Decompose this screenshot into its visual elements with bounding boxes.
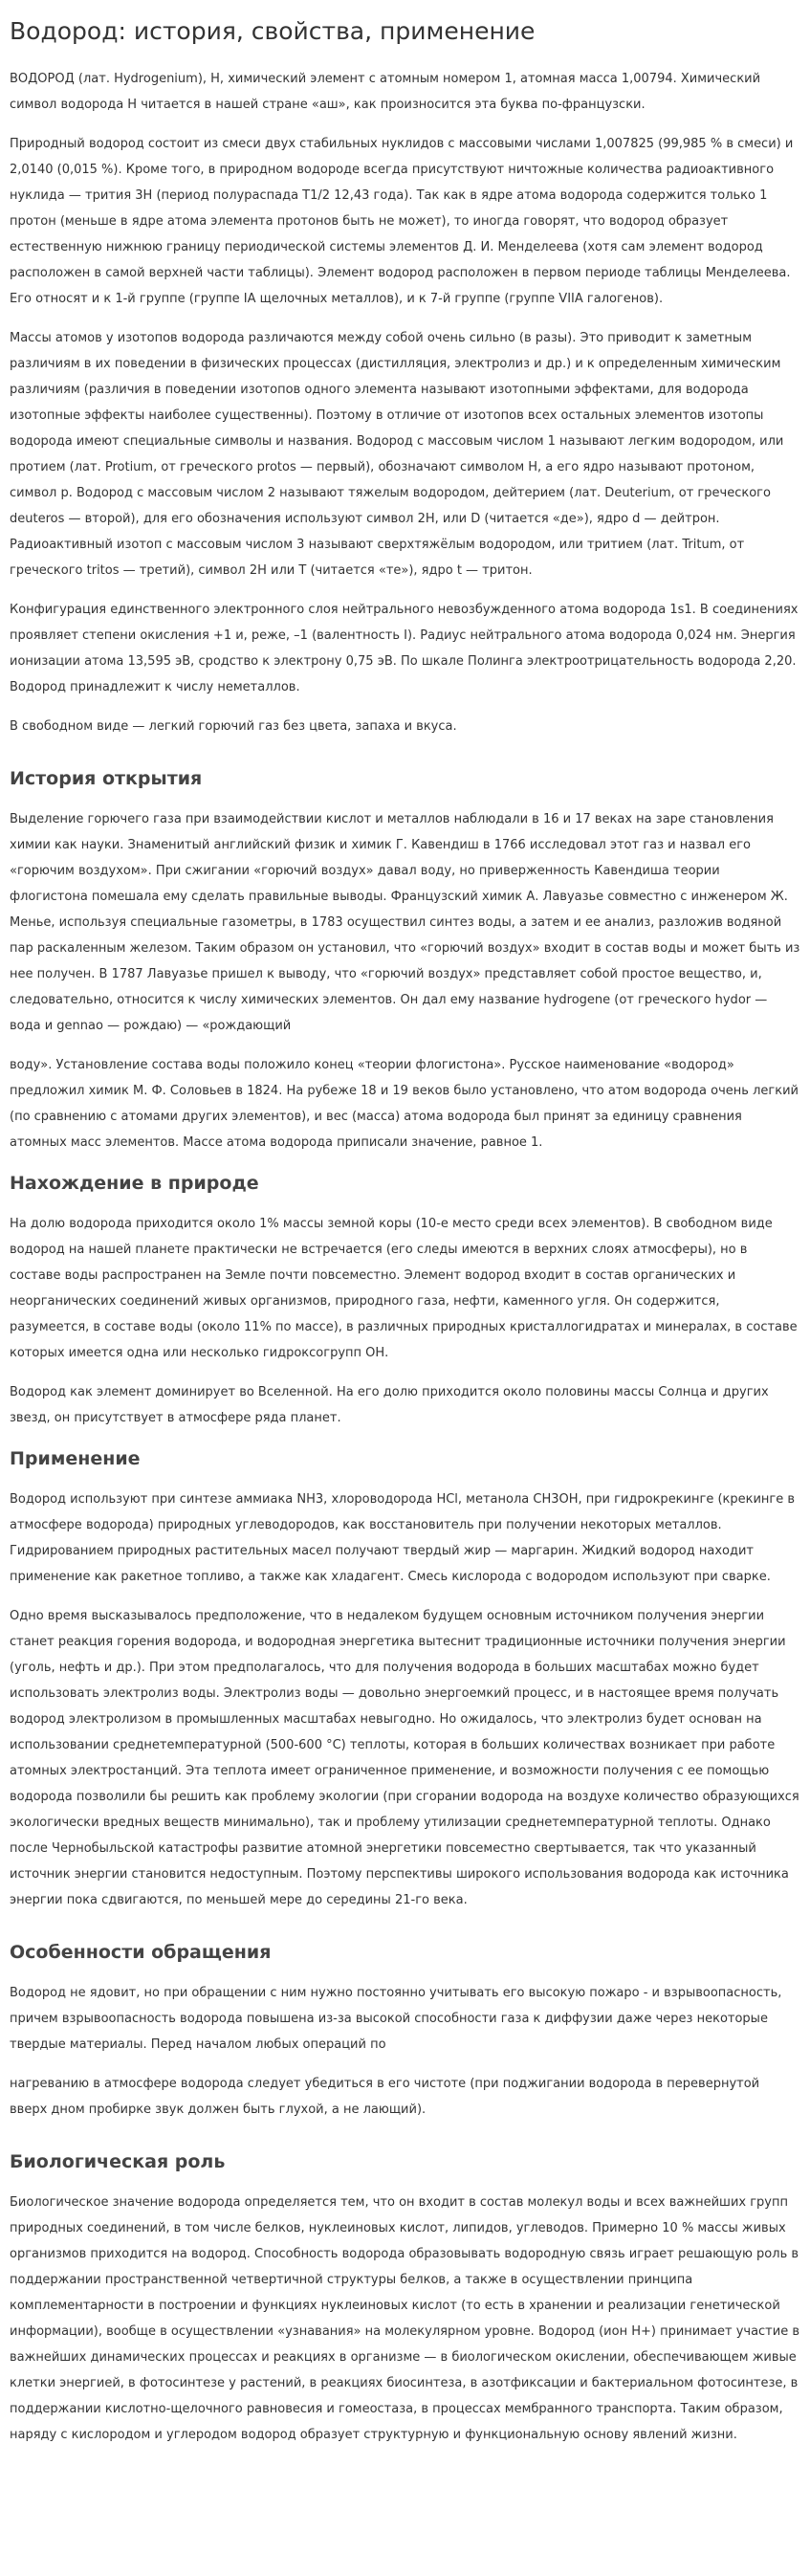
applications-paragraph-2: Одно время высказывалось предположение, что в недалеком будущем основным источником получения энергии станет реакция горения водорода, и водородная энергетика вытеснит традиционные источники получения энергии (уголь, нефть и др.). При этом предполагалось, что для получения водорода в больших масштабах можно будет использовать электролиз воды. Электролиз воды — довольно энергоемкий процесс, и в настоящее время получать водород электролизом в промышленных масштабах невыгодно. Но ожидалось, что электролиз будет основан на использовании среднетемпературной (500-600 °C) теплоты, которая в больших количествах возникает при работе атомных электростанций. Эта теплота имеет ограниченное применение, и возможности получения с ее помощью водорода позволили бы решить как проблему экологии (при сгорании водорода на воздухе количество образующихся экологически вредных веществ минимально), так и проблему утилизации среднетемпературной теплоты. Однако после Чернобыльской катастрофы развитие атомной энергетики повсеместно свертывается, так что указанный источник энергии становится недоступным. Поэтому перспективы широкого использования водорода как источника энергии пока сдвигаются, по меньшей мере до середины 21-го века. (10, 1609, 799, 1907)
handling-paragraph-1: Водород не ядовит, но при обращении с ним нужно постоянно учитывать его высокую пожаро - и взрывоопасность, причем взрывоопасность водорода повышена из-за высокой способности газа к диффузии даже через некоторые твердые материалы. Перед началом любых операций по (10, 1986, 782, 2052)
applications-paragraph-1: Водород используют при синтезе аммиака NH3, хлороводорода HCl, метанола СН3ОН, при гидрокрекинге (крекинге в атмосфере водорода) природных углеводородов, как восстановитель при получении некоторых металлов. Гидрированием природных растительных масел получают твердый жир — маргарин. Жидкий водород находит применение как ракетное топливо, а также как хладагент. Смесь кислорода с водородом используют при сварке. (10, 1492, 796, 1584)
page-title: Водород: история, свойства, применение (10, 17, 536, 45)
section-heading-applications: Применение (10, 1448, 141, 1469)
history-paragraph-2: воду». Установление состава воды положило конец «теории флогистона». Русское наименование «водород» предложил химик М. Ф. Соловьев в 1824. На рубеже 18 и 19 веков было установлено, что атом водорода очень легкий (по сравнению с атомами других элементов), и вес (масса) атома водорода был принят за единицу сравнения атомных масс элементов. Массе атома водорода приписали значение, равное 1. (10, 1058, 799, 1150)
occurrence-paragraph-1: На долю водорода приходится около 1% массы земной коры (10-е место среди всех элементов). В свободном виде водород на нашей планете практически не встречается (его следы имеются в верхних слоях атмосферы), но в составе воды распространен на Земле почти повсеместно. Элемент водород входит в состав органических и неорганических соединений живых организмов, природного газа, нефти, каменного угля. Он содержится, разумеется, в составе воды (около 11% по массе), в различных природных кристаллогидратах и минералах, в составе которых имеется одна или несколько гидроксогрупп ОН. (10, 1217, 798, 1360)
occurrence-paragraph-2: Водород как элемент доминирует во Вселенной. На его долю приходится около половины массы Солнца и других звезд, он присутствует в атмосфере ряда планет. (10, 1385, 769, 1425)
section-heading-occurrence: Нахождение в природе (10, 1173, 259, 1194)
section-heading-handling: Особенности обращения (10, 1942, 272, 1963)
section-heading-history: История открытия (10, 768, 203, 789)
intro-paragraph-4: Конфигурация единственного электронного слоя нейтрального невозбужденного атома водорода 1s1. В соединениях проявляет степени окисления +1 и, реже, –1 (валентность I). Радиус нейтрального атома водорода 0,024 нм. Энергия ионизации атома 13,595 эВ, сродство к электрону 0,75 эВ. По шкале Полинга электроотрицательность водорода 2,20. Водород принадлежит к числу неметаллов. (10, 603, 799, 694)
intro-paragraph-2: Природный водород состоит из смеси двух стабильных нуклидов с массовыми числами 1,007825 (99,985 % в смеси) и 2,0140 (0,015 %). Кроме того, в природном водороде всегда присутствуют ничтожные количества радиоактивного нуклида — трития 3H (период полураспада T1/2 12,43 года). Так как в ядре атома водорода содержится только 1 протон (меньше в ядре атома элемента протонов быть не может), то иногда говорят, что водород образует естественную нижнюю границу периодической системы элементов Д. И. Менделеева (хотя сам элемент водород расположен в самой верхней части таблицы). Элемент водород расположен в первом периоде таблицы Менделеева. Его относят и к 1-й группе (группе IA щелочных металлов), и к 7-й группе (группе VIIA галогенов). (10, 137, 794, 306)
intro-paragraph-3: Массы атомов у изотопов водорода различаются между собой очень сильно (в разы). Это приводит к заметным различиям в их поведении в физических процессах (дистилляция, электролиз и др.) и к определенным химическим различиям (различия в поведении изотопов одного элемента называют изотопными эффектами, для водорода изотопные эффекты наиболее существенны). Поэтому в отличие от изотопов всех остальных элементов изотопы водорода имеют специальные символы и названия. Водород с массовым числом 1 называют легким водородом, или протием (лат. Protium, от греческого protos — первый), обозначают символом Н, а его ядро называют протоном, символ р. Водород с массовым числом 2 называют тяжелым водородом, дейтерием (лат. Deuterium, от греческого deuteros — второй), для его обозначения используют символ 2Н, или D (читается «де»), ядро d — дейтрон. Радиоактивный изотоп с массовым числом 3 называют сверхтяжёлым водородом, или тритием (лат. Tritum, от греческого tritos — третий), символ 2Н или Т (читается «те»), ядро t — тритон. (10, 331, 784, 578)
history-paragraph-1: Выделение горючего газа при взаимодействии кислот и металлов наблюдали в 16 и 17 веках на заре становления химии как науки. Знаменитый английский физик и химик Г. Кавендиш в 1766 исследовал этот газ и назвал его «горючим воздухом». При сжигании «горючий воздух» давал воду, но приверженность Кавендиша теории флогистона помешала ему сделать правильные выводы. Французский химик А. Лавуазье совместно с инженером Ж. Менье, используя специальные газометры, в 1783 осуществил синтез воды, а затем и ее анализ, разложив водяной пар раскаленным железом. Таким образом он установил, что «горючий воздух» входит в состав воды и может быть из нее получен. В 1787 Лавуазье пришел к выводу, что «горючий воздух» представляет собой простое вещество, и, следовательно, относится к числу химических элементов. Он дал ему название hydrogene (от греческого hydor — вода и gennao — рождаю) — «рождающий (10, 812, 800, 1033)
biology-paragraph-1: Биологическое значение водорода определяется тем, что он входит в состав молекул воды и всех важнейших групп природных соединений, в том числе белков, нуклеиновых кислот, липидов, углеводов. Примерно 10 % массы живых организмов приходится на водород. Способность водорода образовывать водородную связь играет решающую роль в поддержании пространственной четвертичной структуры белков, а также в осуществлении принципа комплементарности в построении и функциях нуклеиновых кислот (то есть в хранении и реализации генетической информации), вообще в осуществлении «узнавания» на молекулярном уровне. Водород (ион Н+) принимает участие в важнейших динамических процессах и реакциях в организме — в биологическом окислении, обеспечивающем живые клетки энергией, в фотосинтезе у растений, в реакциях биосинтеза, в азотфиксации и бактериальном фотосинтезе, в поддержании кислотно-щелочного равновесия и гомеостаза, в процессах мембранного транспорта. Таким образом, наряду с кислородом и углеродом водород образует структурную и функциональную основу явлений жизни. (10, 2195, 799, 2442)
section-heading-biology: Биологическая роль (10, 2151, 226, 2172)
intro-paragraph-5: В свободном виде — легкий горючий газ без цвета, запаха и вкуса. (10, 719, 457, 734)
intro-paragraph-1: ВОДОРОД (лат. Hydrogenium), Н, химический элемент с атомным номером 1, атомная масса 1,00794. Химический символ водорода Н читается в нашей стране «аш», как произносится эта буква по-французски. (10, 72, 761, 112)
handling-paragraph-2: нагреванию в атмосфере водорода следует убедиться в его чистоте (при поджигании водорода в перевернутой вверх дном пробирке звук должен быть глухой, а не лающий). (10, 2077, 760, 2117)
